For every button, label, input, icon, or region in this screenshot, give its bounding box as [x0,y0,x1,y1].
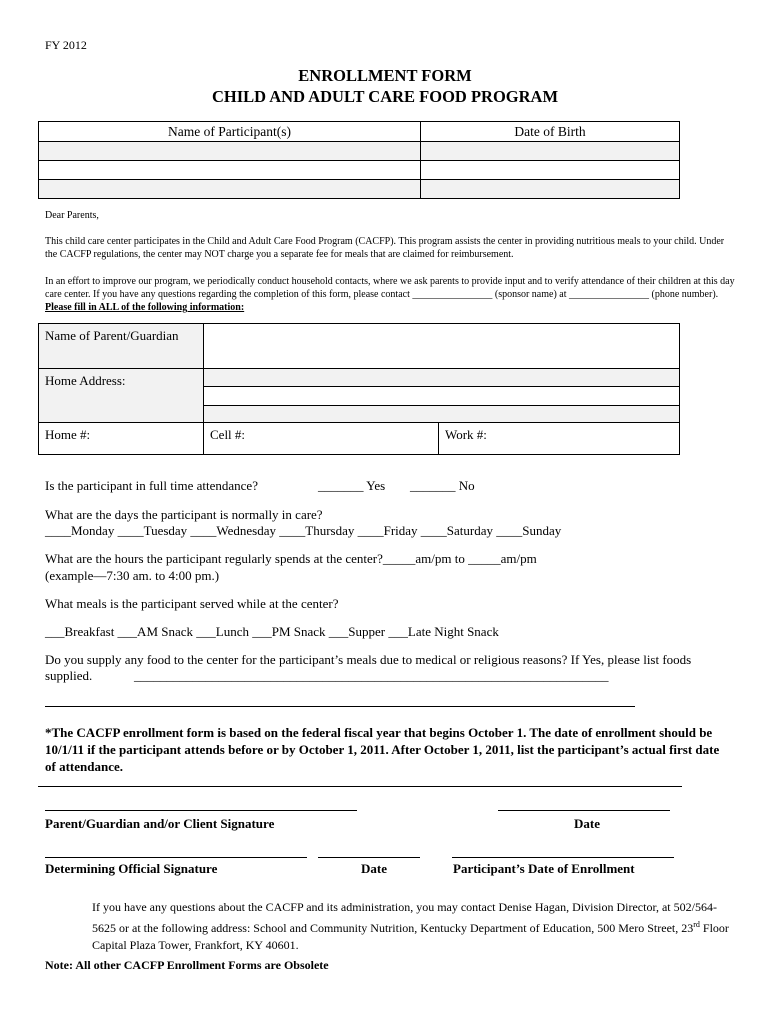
obsolete-note: Note: All other CACFP Enrollment Forms are Obsolete [45,958,329,972]
hours-question[interactable]: What are the hours the participant regularly spends at the center?_____am/pm to _____am/pm [45,551,537,566]
official-signature-label: Determining Official Signature [45,861,218,876]
home-address-field-3[interactable] [204,406,680,423]
cell-phone-field[interactable] [204,423,439,455]
date-of-birth-field[interactable] [421,161,680,180]
official-signature-line[interactable] [45,857,307,858]
date-of-birth-header: Date of Birth [421,122,680,142]
parent-signature-label: Parent/Guardian and/or Client Signature [45,816,275,831]
parent-name-label: Name of Parent/Guardian [39,324,204,369]
fill-all-instruction: Please fill in ALL of the following information: [45,302,245,313]
cell-phone-label: Cell #: [210,427,246,442]
home-phone-label: Home #: [45,427,91,442]
food-supplied-line[interactable]: _________________________________________________________________________ [134,668,609,683]
days-options[interactable]: ____Monday ____Tuesday ____Wednesday ____Thursday ____Friday ____Saturday ____Sunday [45,523,562,538]
contact-text-end: Floor Capital Plaza Tower, Frankfort, KY 40601. [92,921,729,952]
date-of-birth-field[interactable] [421,142,680,161]
program-title: CHILD AND ADULT CARE FOOD PROGRAM [211,87,559,106]
date-label-2: Date [361,861,387,876]
contact-text: If you have any questions about the CACFP and its administration, you may contact Denise Hagan, Division Director, at 502/564-5625 or at the following address: School and Community Nutrition, Kentucky Department of Education, 500 Mero Street, 23 [92,900,717,935]
home-address-field-2[interactable] [204,387,680,406]
section-divider [38,786,682,787]
date-line-1[interactable] [498,810,670,811]
greeting: Dear Parents, [45,210,99,221]
home-address-field-1[interactable] [204,369,680,387]
date-label-1: Date [574,816,600,831]
fulltime-no[interactable]: _______ No [410,478,475,493]
contact-superscript: rd [693,920,700,929]
contact-info [92,899,732,954]
paragraph-2-text: In an effort to improve our program, we periodically conduct household contacts, where we ask parents to provide input and to verify attendance of their children at this day care center. If you have any questions regarding the completion of this form, please contact ________________ (sponsor name) at ________________ (phone number). [45,276,735,300]
participant-name-field[interactable] [39,142,421,161]
letter-paragraph-2 [45,275,735,314]
food-line-2[interactable] [45,706,635,707]
letter-paragraph-1: This child care center participates in the Child and Adult Care Food Program (CACFP). This program assists the center in providing nutritious meals to your child. Under the CACFP regulations, the center may NOT charge you a separate fee for meals that are claimed for reimbursement. [45,236,725,260]
participant-name-field[interactable] [39,161,421,180]
home-address-label: Home Address: [39,369,204,423]
food-question: Do you supply any food to the center for the participant’s meals due to medical or religious reasons? If Yes, please list foods supplied. [45,652,692,683]
date-of-birth-field[interactable] [421,180,680,199]
form-title: ENROLLMENT FORM [298,66,472,85]
fiscal-year: FY 2012 [45,38,87,52]
parent-signature-line[interactable] [45,810,357,811]
participants-table [38,121,680,199]
enrollment-notice: *The CACFP enrollment form is based on the federal fiscal year that begins October 1. The date of enrollment should be 10/1/11 if the participant attends before or by October 1, 2011. After October 1, 2011, list the participant’s actual first date of attendance. [45,725,720,774]
parent-name-field[interactable] [204,324,680,369]
work-phone-label: Work #: [445,427,487,442]
fulltime-yes[interactable]: _______ Yes [318,478,386,493]
meals-options[interactable]: ___Breakfast ___AM Snack ___Lunch ___PM Snack ___Supper ___Late Night Snack [45,624,499,639]
participant-name-field[interactable] [39,180,421,199]
enrollment-date-line[interactable] [452,857,674,858]
days-question: What are the days the participant is normally in care? [45,507,323,522]
home-phone-field[interactable] [39,423,204,455]
work-phone-field[interactable] [439,423,680,455]
enrollment-date-label: Participant’s Date of Enrollment [453,861,635,876]
fulltime-question: Is the participant in full time attendance? [45,478,258,493]
parent-info-table [38,323,680,455]
meals-question: What meals is the participant served while at the center? [45,596,339,611]
participant-name-header: Name of Participant(s) [39,122,421,142]
date-line-2[interactable] [318,857,420,858]
hours-example: (example—7:30 am. to 4:00 pm.) [45,568,220,583]
